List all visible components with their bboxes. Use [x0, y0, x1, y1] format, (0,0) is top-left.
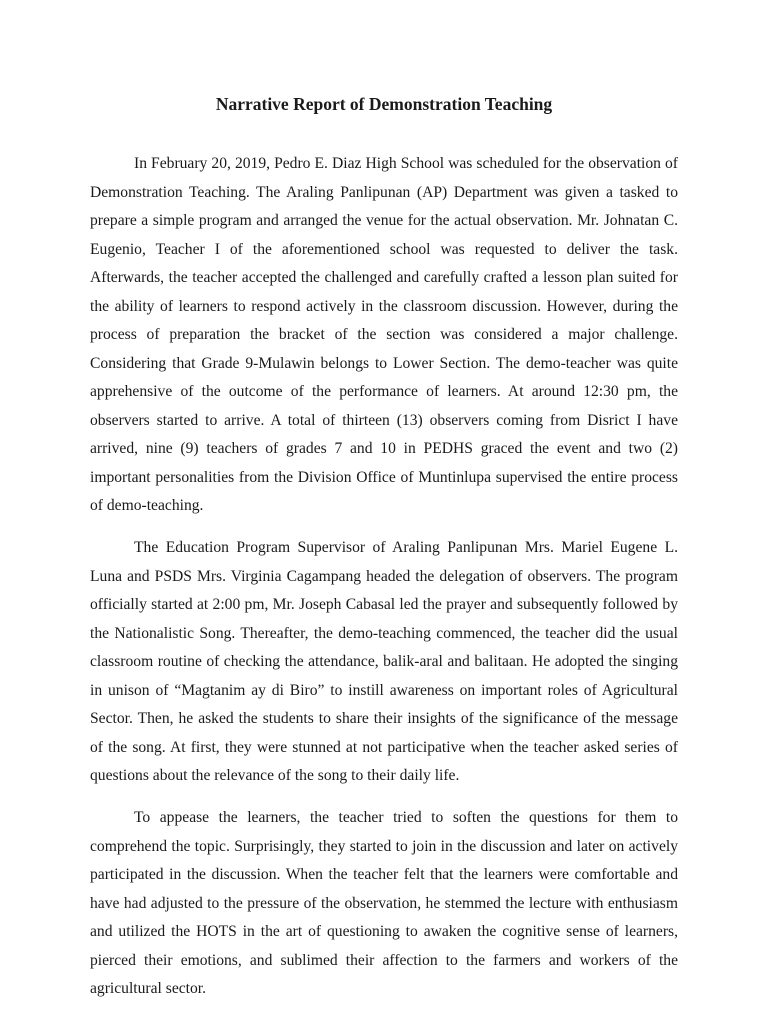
- paragraph-3: To appease the learners, the teacher tried to soften the questions for them to comprehend the topic. Surprisingly, they started to join in the discussion and later on actively participated in the discussion. When the teacher felt that the learners were comfortable and have had adjusted to the pressure of the observation, he stemmed the lecture with enthusiasm and utilized the HOTS in the art of questioning to awaken the cognitive sense of learners, pierced their emotions, and sublimed their affection to the farmers and workers of the agricultural sector.: [90, 809, 678, 997]
- document-title: Narrative Report of Demonstration Teaching: [215, 94, 553, 114]
- paragraph-1: In February 20, 2019, Pedro E. Diaz High School was scheduled for the observation of Demonstration Teaching. The Araling Panlipunan (AP) Department was given a tasked to prepare a simple program and arranged the venue for the actual observation. Mr. Johnatan C. Eugenio, Teacher I of the aforementioned school was requested to deliver the task. Afterwards, the teacher accepted the challenged and carefully crafted a lesson plan suited for the ability of learners to respond actively in the classroom discussion. However, during the process of preparation the bracket of the section was considered a major challenge. Considering that Grade 9-Mulawin belongs to Lower Section. The demo-teacher was quite apprehensive of the outcome of the performance of learners. At around 12:30 pm, the observers started to arrive. A total of thirteen (13) observers coming from Disrict I have arrived, nine (9) teachers of grades 7 and 10 in PEDHS graced the event and two (2) important personalities from the Division Office of Muntinlupa supervised the entire process of demo-teaching.: [90, 155, 678, 514]
- paragraph-2: The Education Program Supervisor of Araling Panlipunan Mrs. Mariel Eugene L. Luna and PSDS Mrs. Virginia Cagampang headed the delegation of observers. The program officially started at 2:00 pm, Mr. Joseph Cabasal led the prayer and subsequently followed by the Nationalistic Song. Thereafter, the demo-teaching commenced, the teacher did the usual classroom routine of checking the attendance, balik-aral and balitaan. He adopted the singing in unison of “Magtanim ay di Biro” to instill awareness on important roles of Agricultural Sector. Then, he asked the students to share their insights of the significance of the message of the song. At first, they were stunned at not participative when the teacher asked series of questions about the relevance of the song to their daily life.: [90, 539, 678, 784]
- document-body: [90, 150, 678, 1017]
